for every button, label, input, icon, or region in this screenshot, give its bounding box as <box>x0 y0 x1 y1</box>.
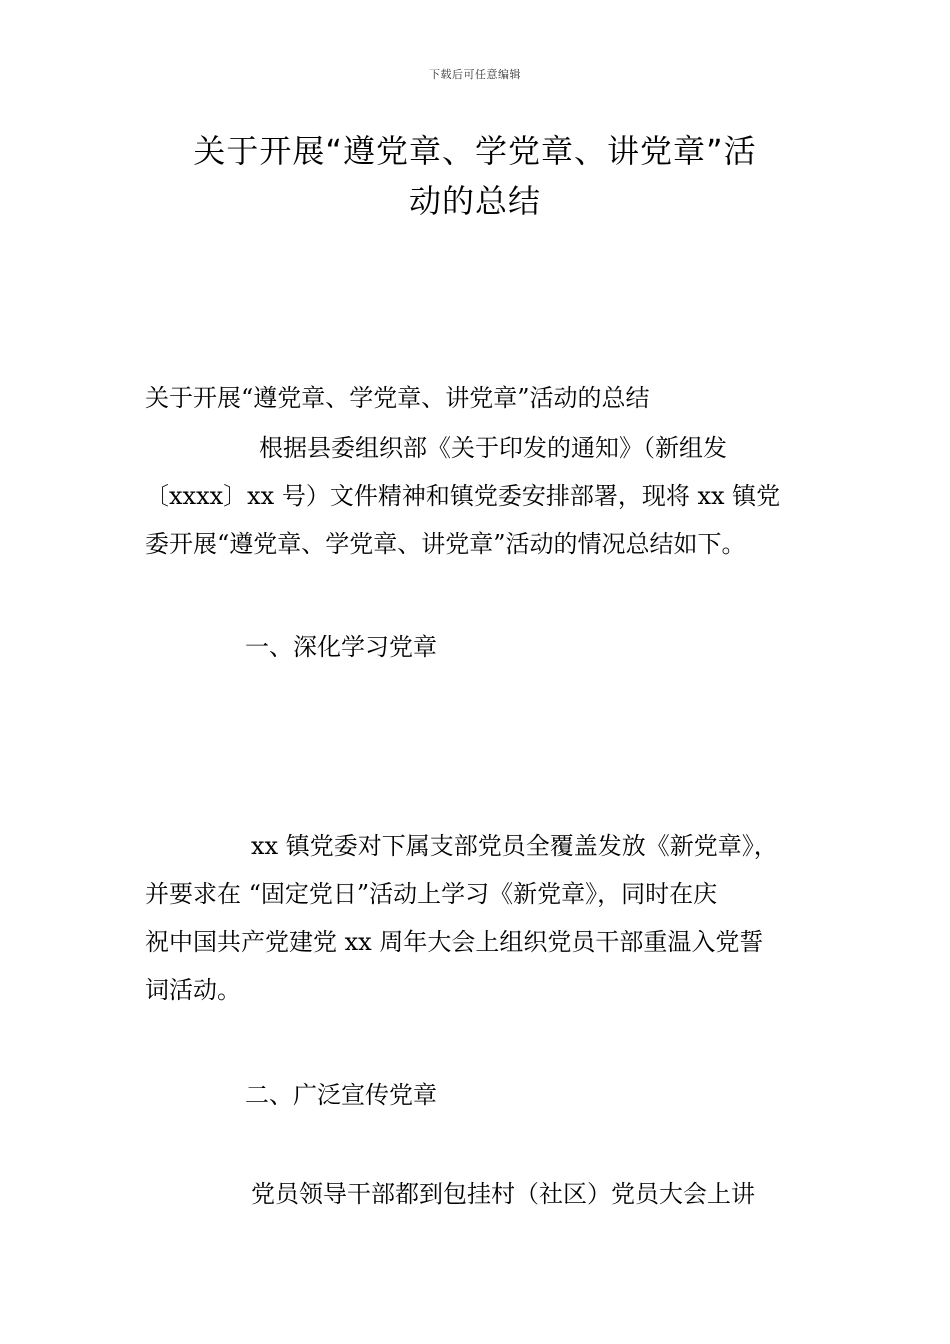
section2-paragraph <box>145 1170 815 1218</box>
subtitle-line: 关于开展“遵党章、学党章、讲党章”活动的总结 <box>145 384 650 412</box>
section2-heading <box>145 1071 815 1119</box>
section1-line-3: 祝中国共产党建党 xx 周年大会上组织党员干部重温入党誓 <box>145 928 764 956</box>
section2-heading-text: 二、广泛宣传党章 <box>245 1081 437 1109</box>
section1-line-2: 并要求在 “固定党日”活动上学习《新党章》，同时在庆 <box>145 880 718 908</box>
section1-heading <box>145 623 815 671</box>
title-line-1: 关于开展“遵党章、学党章、讲党章”活 <box>193 132 757 170</box>
section1-heading-text: 一、深化学习党章 <box>245 633 437 661</box>
section2-line-1: 党员领导干部都到包挂村（社区）党员大会上讲 <box>251 1180 755 1208</box>
document-title <box>140 126 810 226</box>
section1-line-1: xx 镇党委对下属支部党员全覆盖发放《新党章》， <box>251 832 778 860</box>
intro-paragraph <box>145 424 815 568</box>
header-note: 下载后可任意编辑 <box>429 68 521 81</box>
subtitle-repeat <box>145 374 815 422</box>
intro-line-3: 委开展“遵党章、学党章、讲党章”活动的情况总结如下。 <box>145 530 746 558</box>
section1-paragraph <box>145 822 815 1014</box>
intro-line-1: 根据县委组织部《关于印发的通知》（新组发 <box>259 434 727 462</box>
section1-line-4: 词活动。 <box>145 976 241 1004</box>
title-line-2: 动的总结 <box>408 182 541 220</box>
intro-line-2: 〔xxxx〕xx 号）文件精神和镇党委安排部署，现将 xx 镇党 <box>145 482 781 510</box>
